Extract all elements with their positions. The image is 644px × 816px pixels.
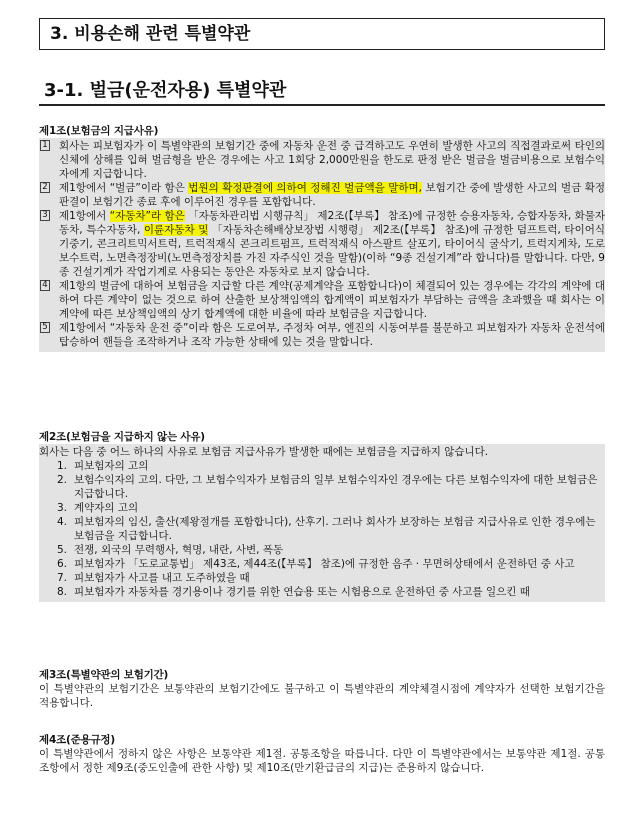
article-1-para-3 (39, 209, 605, 279)
item-number: 2. (57, 474, 68, 486)
exclusion-list (39, 459, 605, 599)
item-text: 피보험자가 사고를 내고 도주하였을 때 (74, 572, 250, 584)
article-1 (39, 124, 605, 352)
subsection-rule (39, 104, 605, 106)
para-number-badge: 4 (40, 280, 50, 291)
list-item (39, 515, 605, 543)
item-text: 피보험자가 자동차를 경기용이나 경기를 위한 연습용 또는 시험용으로 운전하던 중 사고를 일으킨 때 (74, 586, 530, 598)
para-number-badge: 3 (40, 210, 50, 221)
section-title: 3. 비용손해 관련 특별약관 (39, 18, 605, 50)
article-4-text: 이 특별약관에서 정하지 않은 사항은 보통약관 제1절. 공통조항을 따릅니다. 다만 이 특별약관에서는 보통약관 제1절. 공통조항에서 정한 제9조(중도인출에 관한 사항) 및 제10조(만기환급금의 지급)는 준용하지 않습니다. (39, 748, 605, 774)
article-1-para-2 (39, 181, 605, 209)
article-4-title: 제4조(준용규정) (39, 734, 115, 746)
article-2-intro: 회사는 다음 중 어느 하나의 사유로 보험금 지급사유가 발생한 때에는 보험금을 지급하지 않습니다. (39, 446, 489, 458)
article-1-para-4 (39, 279, 605, 321)
item-number: 7. (57, 572, 68, 584)
item-number: 4. (57, 516, 68, 528)
list-item (39, 571, 605, 585)
article-3 (39, 668, 605, 710)
para-text: 제1항에서 (59, 210, 110, 222)
highlighted-text: 이륜자동차 및 (143, 224, 209, 236)
item-number: 1. (57, 460, 68, 472)
article-2-title: 제2조(보험금을 지급하지 않는 사유) (39, 431, 205, 443)
highlighted-text: “자동차”라 함은 (109, 210, 185, 222)
subsection-title: 3-1. 벌금(운전자용) 특별약관 (44, 80, 287, 101)
para-text: 보험기간 중에 발생한 사고의 벌금 확정판결이 보험기간 종료 후에 이루어진 경우를 포함합니다. (59, 182, 605, 208)
article-3-text: 이 특별약관의 보험기간은 보통약관의 보험기간에도 불구하고 이 특별약관의 계약체결시점에 계약자가 선택한 보험기간을 적용합니다. (39, 683, 605, 709)
para-number-badge: 1 (40, 140, 50, 151)
article-2-body (39, 444, 605, 602)
para-number-badge: 2 (40, 182, 50, 193)
article-1-para-5 (39, 321, 605, 349)
list-item (39, 557, 605, 571)
item-text: 계약자의 고의 (74, 502, 139, 514)
para-text: 회사는 피보험자가 이 특별약관의 보험기간 중에 자동차 운전 중 급격하고도 우연히 발생한 사고의 직접결과로써 타인의 신체에 상해를 입혀 벌금형을 받은 경우에는 사고 1회당 2,000만원을 한도로 판정 받은 벌금을 벌금비용으로 보험수익자에게 지급합니다. (59, 140, 605, 180)
item-number: 3. (57, 502, 68, 514)
list-item (39, 543, 605, 557)
article-3-title: 제3조(특별약관의 보험기간) (39, 669, 169, 681)
para-text: 제1항의 벌금에 대하여 보험금을 지급할 다른 계약(공제계약을 포함합니다)이 체결되어 있는 경우에는 각각의 계약에 대하여 다른 계약이 없는 것으로 하여 산출한 보상책임액의 합계액이 피보험자가 부담하는 금액을 초과했을 때 회사는 이 계약에 따른 보상책임액의 상기 합계액에 대한 비율에 따라 보험금을 지급합니다. (59, 280, 605, 320)
item-number: 6. (57, 558, 68, 570)
item-text: 피보험자의 임신, 출산(제왕절개를 포함합니다), 산후기. 그러나 회사가 보장하는 보험금 지급사유로 인한 경우에는 보험금을 지급합니다. (74, 516, 596, 542)
article-1-para-1 (39, 139, 605, 181)
article-1-body (39, 138, 605, 352)
list-item (39, 459, 605, 473)
item-number: 5. (57, 544, 68, 556)
article-2 (39, 430, 605, 602)
para-text: 제1항에서 “벌금”이라 함은 (59, 182, 189, 194)
list-item (39, 501, 605, 515)
item-text: 전쟁, 외국의 무력행사, 혁명, 내란, 사변, 폭동 (74, 544, 284, 556)
item-text: 보험수익자의 고의. 다만, 그 보험수익자가 보험금의 일부 보험수익자인 경우에는 다른 보험수익자에 대한 보험금은 지급합니다. (74, 474, 598, 500)
para-text: 「자동차손해배상보장법 시행령」 제2조(【부록】 참조)에 규정한 덤프트럭, 타이어식 기중기, 콘크리트믹서트럭, 트럭적재식 콘크리트펌프, 트럭적재식 아스팔트 살포기, 타이어식 굴삭기, 트럭지게차, 도로보수트럭, 노면측정장비(노면측정장치를 가진 자주식인 것을 말함)(이하 “9종 건설기계”라 합니다)를 말합니다. 다만, 9종 건설기계가 작업기계로 사용되는 동안은 자동차로 보지 않습니다. (59, 224, 605, 278)
item-text: 피보험자의 고의 (74, 460, 149, 472)
article-4 (39, 733, 605, 775)
article-1-title: 제1조(보험금의 지급사유) (39, 125, 159, 137)
para-number-badge: 5 (40, 322, 50, 333)
para-text: 「자동차관리법 시행규칙」 제2조(【부록】 참조)에 규정한 승용자동차, 승합자동차, 화물자동차, 특수자동차, (59, 210, 606, 236)
highlighted-text: 법원의 확정판결에 의하여 정해진 벌금액을 말하며, (188, 182, 422, 194)
item-number: 8. (57, 586, 68, 598)
list-item (39, 585, 605, 599)
list-item (39, 473, 605, 501)
para-text: 제1항에서 “자동차 운전 중”이라 함은 도로여부, 주정차 여부, 엔진의 시동여부를 불문하고 피보험자가 자동차 운전석에 탑승하여 핸들을 조작하거나 조작 가능한 상태에 있는 것을 말합니다. (59, 322, 605, 348)
item-text: 피보험자가 「도로교통법」 제43조, 제44조(【부록】 참조)에 규정한 음주 · 무면허상태에서 운전하던 중 사고 (74, 558, 575, 570)
